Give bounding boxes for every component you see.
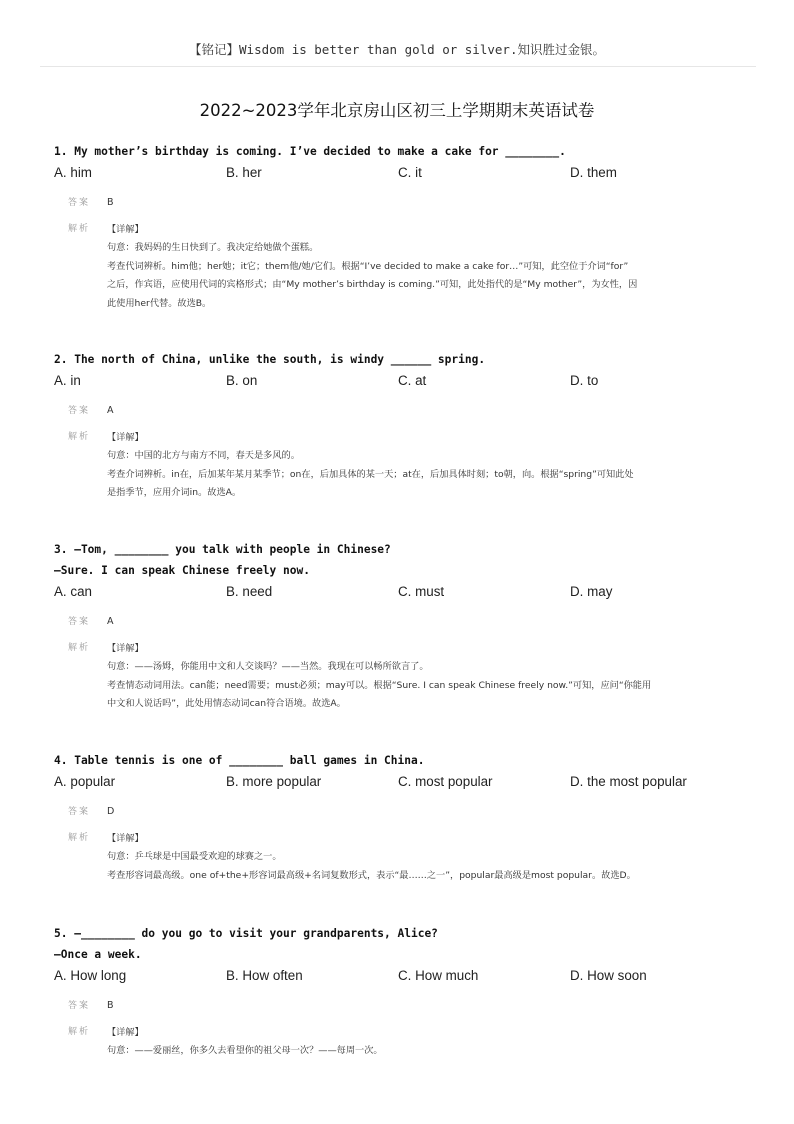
explanation-line: 考查情态动词用法。can能；need需要；must必须；may可以。根据“Sure. I can speak Chinese freely now.”可知，应问“你能用 [107,679,652,691]
analysis-label: 解析 [68,833,91,843]
answer-label: 答案 [68,1001,91,1011]
options-row [54,581,754,603]
question-text: —Once a week. [54,948,142,961]
option-d: D. may [570,584,613,599]
answer-value: B [107,1000,114,1011]
explanation-line: 考查形容词最高级。one of+the+形容词最高级+名词复数形式，表示“最……之一”，popular最高级是most popular。故选D。 [107,869,636,881]
options-row [54,771,754,793]
explanation-line: 考查介词辨析。in在，后加某年某月某季节；on在，后加具体的某一天；at在，后加具体时刻；to朝，向。根据“spring”可知此处 [107,468,634,480]
option-c: C. it [398,165,422,180]
explanation-line: 【详解】 [107,1027,144,1038]
explanation-line: 句意：我妈妈的生日快到了。我决定给她做个蛋糕。 [107,242,319,254]
analysis-label: 解析 [68,643,91,653]
question-text: 4. Table tennis is one of ________ ball games in China. [54,754,425,767]
answer-label: 答案 [68,807,91,817]
options-row [54,162,754,184]
answer-row [54,404,754,418]
answer-row [54,805,754,819]
option-a: A. him [54,165,92,180]
option-b: B. more popular [226,774,322,789]
analysis-text [107,830,721,885]
explanation-line: 【详解】 [107,432,144,443]
option-a: A. can [54,584,92,599]
analysis-row [54,429,754,503]
explanation-line: 句意：乒乓球是中国最受欢迎的球赛之一。 [107,851,282,863]
option-d: D. How soon [570,968,647,983]
answer-row [54,999,754,1013]
option-a: A. in [54,373,81,388]
options-row [54,965,754,987]
explanation-line: 【详解】 [107,224,144,235]
answer-value: B [107,197,114,208]
question-4 [54,750,754,885]
option-c: C. must [398,584,445,599]
explanation-line: 【详解】 [107,643,144,654]
answer-label: 答案 [68,406,91,416]
analysis-row [54,830,754,885]
question-2 [54,349,754,503]
answer-row [54,196,754,210]
explanation-line: 中文和人说话吗”，此处用情态动词can符合语境。故选A。 [107,698,346,710]
option-d: D. the most popular [570,774,687,789]
analysis-text [107,221,721,313]
analysis-label: 解析 [68,432,91,442]
option-b: B. her [226,165,262,180]
question-5 [54,923,754,1061]
explanation-line: 此使用her代替。故选B。 [107,297,212,309]
answer-value: A [107,405,114,416]
question-3 [54,539,754,714]
question-1 [54,141,754,313]
analysis-row [54,640,754,714]
option-b: B. How often [226,968,303,983]
option-c: C. at [398,373,427,388]
option-a: A. popular [54,774,116,789]
option-b: B. on [226,373,258,388]
option-c: C. How much [398,968,479,983]
option-d: D. them [570,165,617,180]
analysis-row [54,1024,754,1061]
header-divider [40,66,756,67]
answer-label: 答案 [68,198,91,208]
motto-header: 【铭记】Wisdom is better than gold or silver.知识胜过金银。 [189,42,605,57]
question-text: 1. My mother’s birthday is coming. I’ve decided to make a cake for ________. [54,145,566,158]
option-b: B. need [226,584,273,599]
explanation-line: 【详解】 [107,833,144,844]
answer-value: A [107,616,114,627]
analysis-row [54,221,754,313]
option-a: A. How long [54,968,127,983]
page-title: 2022~2023学年北京房山区初三上学期期末英语试卷 [199,101,595,120]
explanation-line: 句意：——爱丽丝，你多久去看望你的祖父母一次？——每周一次。 [107,1045,383,1057]
question-text: 5. —________ do you go to visit your grandparents, Alice? [54,927,438,940]
option-d: D. to [570,373,599,388]
explanation-line: 句意：——汤姆，你能用中文和人交谈吗？——当然。我现在可以畅所欲言了。 [107,661,429,673]
analysis-text [107,640,721,714]
answer-label: 答案 [68,617,91,627]
explanation-line: 之后，作宾语，应使用代词的宾格形式；由“My mother’s birthday is coming.”可知，此处指代的是“My mother”，为女性，因 [107,279,638,291]
question-text: 2. The north of China, unlike the south, is windy ______ spring. [54,353,486,366]
analysis-label: 解析 [68,224,91,234]
explanation-line: 考查代词辨析。him他；her她；it它；them他/她/它们。根据“I’ve decided to make a cake for…”可知，此空位于介词“for” [107,260,629,272]
question-text: 3. —Tom, ________ you talk with people in Chinese? [54,543,391,556]
options-row [54,370,754,392]
analysis-text [107,1024,721,1061]
answer-value: D [107,806,115,817]
analysis-text [107,429,721,503]
question-text: —Sure. I can speak Chinese freely now. [54,564,310,577]
analysis-label: 解析 [68,1027,91,1037]
explanation-line: 句意：中国的北方与南方不同，春天是多风的。 [107,450,300,462]
explanation-line: 是指季节，应用介词in。故选A。 [107,487,242,499]
option-c: C. most popular [398,774,493,789]
answer-row [54,615,754,629]
